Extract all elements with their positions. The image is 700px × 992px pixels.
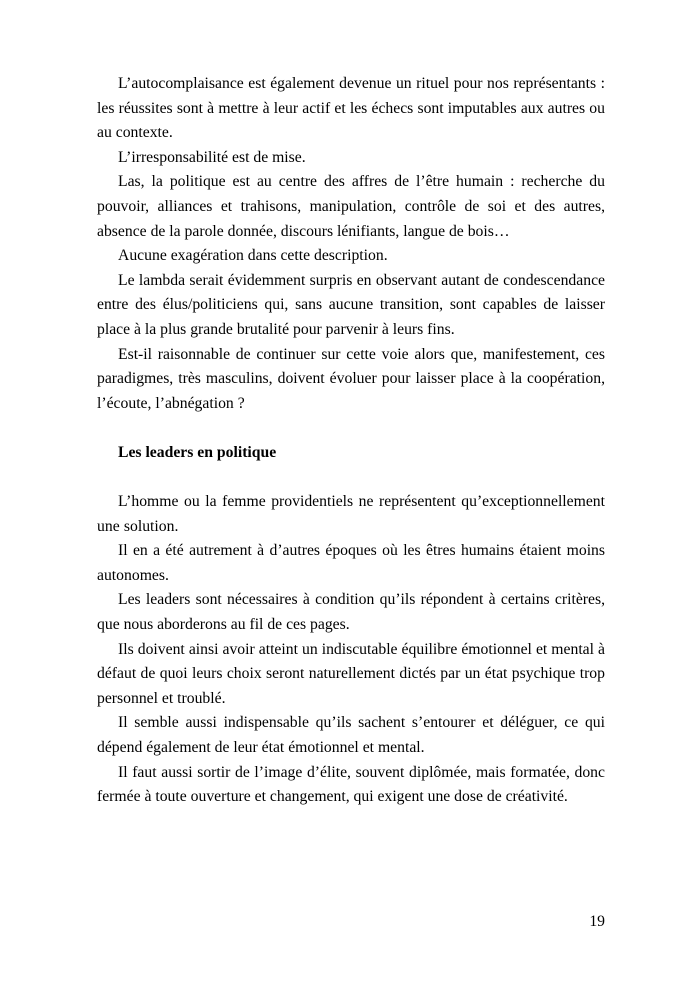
- paragraph: Il en a été autrement à d’autres époques où les êtres humains étaient moins autonomes.: [97, 542, 605, 584]
- paragraph: Le lambda serait évidemment surpris en observant autant de condescendance entre des élus/politiciens qui, sans aucune transition, sont capables de laisser place à la plus grande brutalité pour parvenir à leurs fins.: [97, 271, 605, 338]
- paragraph: Il semble aussi indispensable qu’ils sachent s’entourer et déléguer, ce qui dépend également de leur état émotionnel et mental.: [97, 714, 605, 757]
- paragraph: Aucune exagération dans cette description.: [118, 247, 388, 265]
- paragraph: L’irresponsabilité est de mise.: [118, 148, 306, 166]
- paragraph: Il faut aussi sortir de l’image d’élite, souvent diplômée, mais formatée, donc fermée à toute ouverture et changement, qui exigent une dose de créativité.: [97, 763, 605, 806]
- body-text-column: [97, 72, 605, 810]
- paragraph: L’autocomplaisance est également devenue un rituel pour nos représentants : les réussites sont à mettre à leur actif et les échecs sont imputables aux autres ou au contexte.: [97, 75, 605, 142]
- paragraph: L’homme ou la femme providentiels ne représentent qu’exceptionnellement une solution.: [97, 493, 605, 535]
- paragraph: Est-il raisonnable de continuer sur cette voie alors que, manifestement, ces paradigmes, très masculins, doivent évoluer pour laisser place à la coopération, l’écoute, l’abnégation ?: [97, 345, 605, 412]
- section-heading: Les leaders en politique: [118, 443, 277, 461]
- paragraph: Les leaders sont nécessaires à condition qu’ils répondent à certains critères, que nous aborderons au fil de ces pages.: [97, 591, 605, 634]
- paragraph: Ils doivent ainsi avoir atteint un indiscutable équilibre émotionnel et mental à défaut de quoi leurs choix seront naturellement dictés par un état psychique trop personnel et troublé.: [97, 640, 605, 707]
- paragraph: Las, la politique est au centre des affres de l’être humain : recherche du pouvoir, alliances et trahisons, manipulation, contrôle de soi et des autres, absence de la parole donnée, discours lénifiants, langue de bois…: [97, 173, 605, 240]
- page-number: 19: [589, 913, 605, 930]
